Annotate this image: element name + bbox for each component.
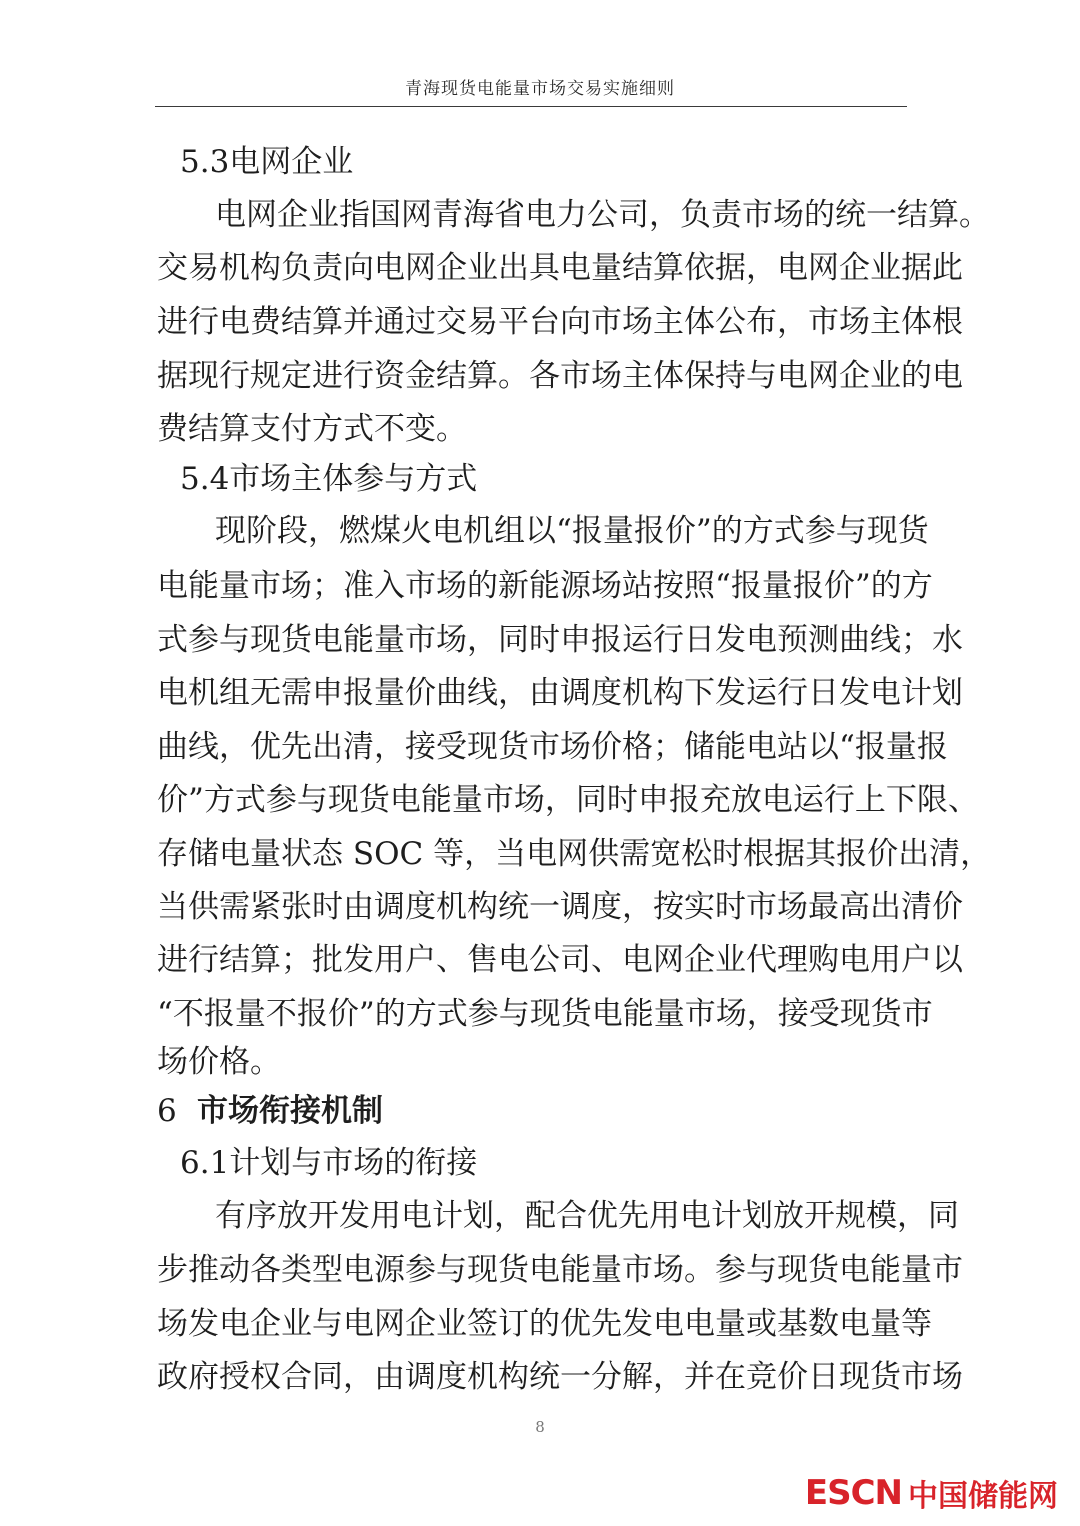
section-number: 6 bbox=[157, 1093, 177, 1129]
section-heading-6 bbox=[157, 1091, 857, 1131]
paragraph-line: 费结算支付方式不变。 bbox=[157, 411, 467, 447]
paragraph-line: 据现行规定进行资金结算。各市场主体保持与电网企业的电 bbox=[157, 358, 963, 394]
page-number: 8 bbox=[535, 1418, 545, 1436]
paragraph-line: 场发电企业与电网企业签订的优先发电电量或基数电量等 bbox=[157, 1306, 932, 1342]
paragraph-line: 政府授权合同，由调度机构统一分解，并在竞价日现货市场 bbox=[157, 1359, 963, 1395]
escn-watermark-logo bbox=[805, 1473, 1058, 1513]
watermark-latin: ESCN bbox=[804, 1473, 902, 1513]
paragraph-line: 步推动各类型电源参与现货电能量市场。参与现货电能量市 bbox=[157, 1252, 963, 1288]
paragraph-line: 式参与现货电能量市场，同时申报运行日发电预测曲线；水 bbox=[157, 622, 963, 658]
section-heading-6-1: 6.1计划与市场的衔接 bbox=[180, 1145, 478, 1181]
paragraph-line: 现阶段，燃煤火电机组以“报量报价”的方式参与现货 bbox=[215, 513, 929, 549]
watermark-cjk: 中国储能网 bbox=[908, 1479, 1058, 1514]
paragraph-line: 价”方式参与现货电能量市场，同时申报充放电运行上下限、 bbox=[157, 782, 979, 818]
paragraph-line: 电网企业指国网青海省电力公司，负责市场的统一结算。 bbox=[215, 197, 990, 233]
section-heading-5-3: 5.3电网企业 bbox=[180, 144, 354, 180]
paragraph-line: 电能量市场；准入市场的新能源场站按照“报量报价”的方 bbox=[157, 568, 933, 604]
running-header: 青海现货电能量市场交易实施细则 bbox=[405, 79, 675, 99]
paragraph-line: 曲线，优先出清，接受现货市场价格；储能电站以“报量报 bbox=[157, 729, 948, 765]
paragraph-line: 进行电费结算并通过交易平台向市场主体公布，市场主体根 bbox=[157, 304, 963, 340]
paragraph-line: “不报量不报价”的方式参与现货电能量市场，接受现货市 bbox=[157, 996, 933, 1032]
paragraph-line: 进行结算；批发用户、售电公司、电网企业代理购电用户以 bbox=[157, 942, 963, 978]
section-title: 市场衔接机制 bbox=[197, 1093, 383, 1129]
paragraph-line: 电机组无需申报量价曲线，由调度机构下发运行日发电计划 bbox=[157, 675, 963, 711]
paragraph-line: 当供需紧张时由调度机构统一调度，按实时市场最高出清价 bbox=[157, 889, 963, 925]
paragraph-line: 有序放开发用电计划，配合优先用电计划放开规模，同 bbox=[215, 1198, 959, 1234]
paragraph-line: 存储电量状态 SOC 等，当电网供需宽松时根据其报价出清， bbox=[157, 836, 992, 872]
paragraph-line: 交易机构负责向电网企业出具电量结算依据，电网企业据此 bbox=[157, 250, 963, 286]
section-heading-5-4: 5.4市场主体参与方式 bbox=[180, 461, 478, 497]
header-divider bbox=[155, 106, 907, 107]
paragraph-line: 场价格。 bbox=[157, 1044, 281, 1080]
